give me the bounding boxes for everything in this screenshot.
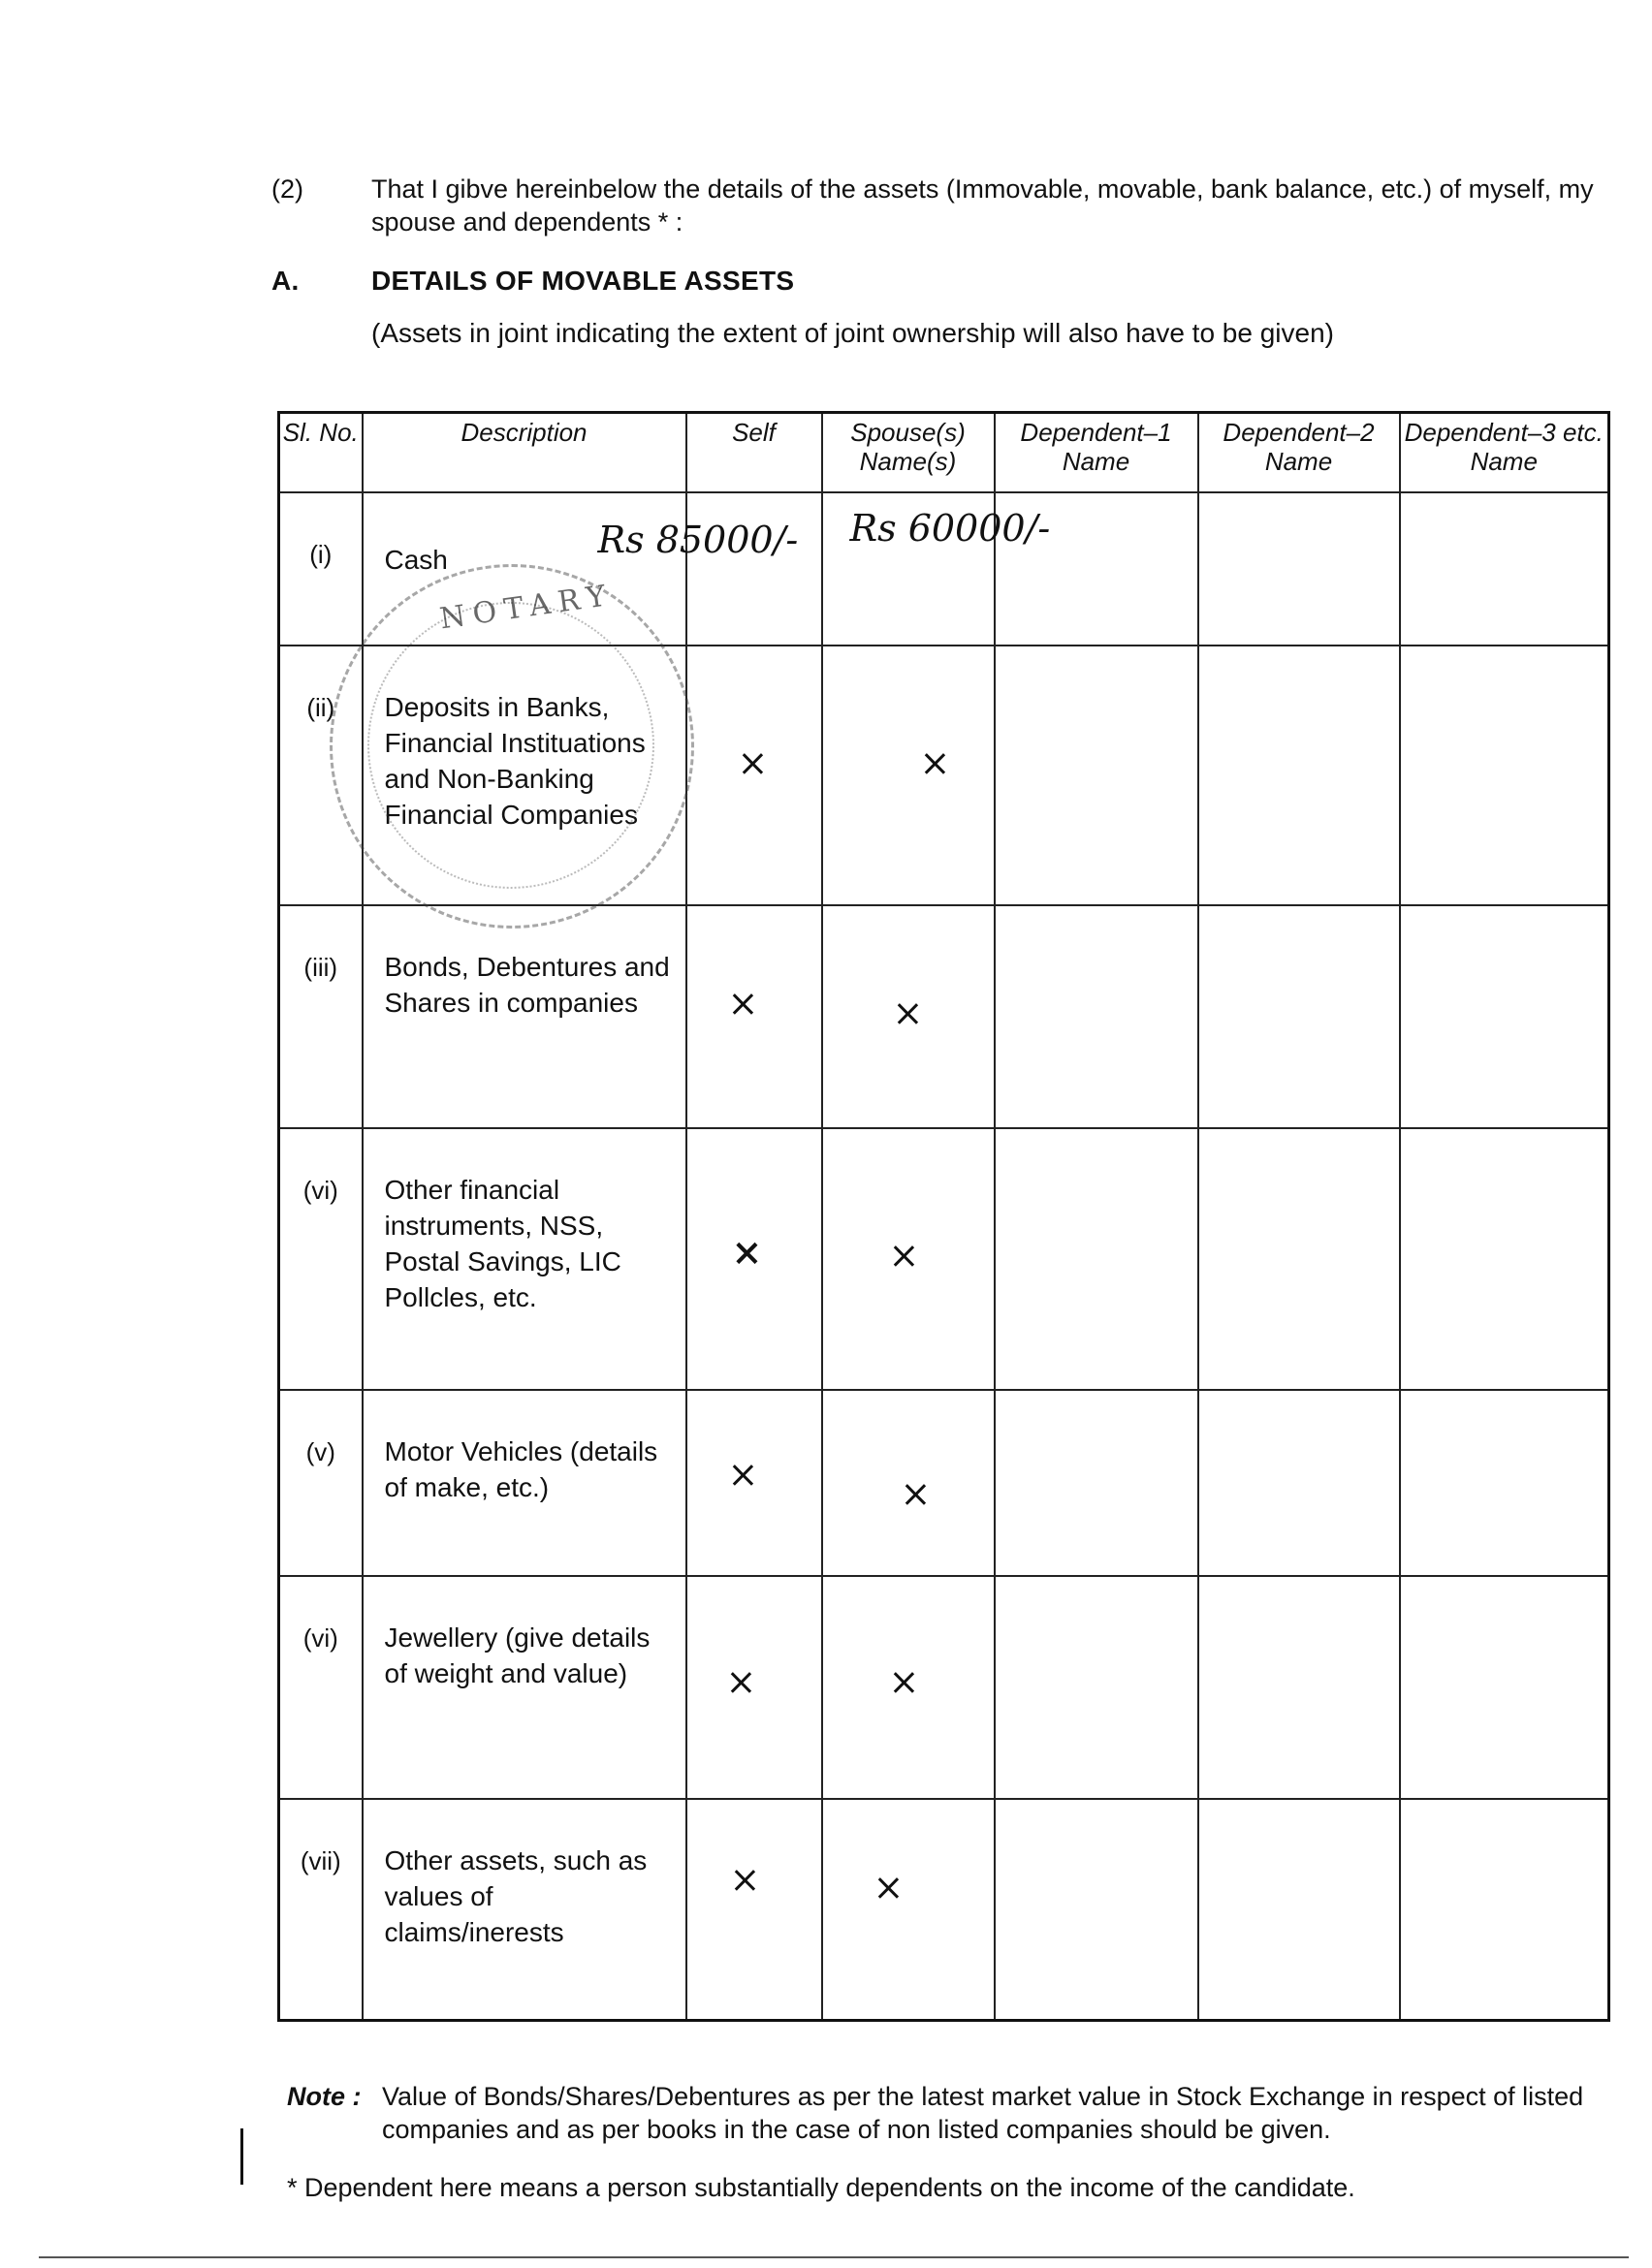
row-dependent-1	[995, 646, 1198, 905]
cross-mark: ×	[919, 741, 951, 784]
row-self-value	[686, 1390, 822, 1576]
row-sl-no: (iii)	[279, 905, 363, 1128]
header-description: Description	[363, 413, 686, 493]
row-spouse-value	[822, 1128, 995, 1390]
row-self-value	[686, 646, 822, 905]
row-self-value	[597, 492, 822, 646]
table-row	[279, 492, 1609, 646]
row-sl-no: (vii)	[279, 1799, 363, 2020]
row-description: Deposits in Banks, Financial Instituations and Non-Banking Financial Companies	[363, 646, 686, 905]
row-description: Other financial instruments, NSS, Postal Savings, LIC Pollcles, etc.	[363, 1128, 686, 1390]
cross-mark: ×	[900, 1472, 932, 1515]
row-spouse-value	[822, 646, 995, 905]
cash-self-handwriting: Rs 85000/-	[597, 519, 799, 561]
row-spouse-value	[822, 1576, 995, 1799]
table-header-row	[279, 413, 1609, 493]
row-spouse-value	[822, 1799, 995, 2020]
row-description: Motor Vehicles (details of make, etc.)	[363, 1390, 686, 1576]
header-dependent-2: Dependent–2 Name	[1198, 413, 1400, 493]
movable-assets-table	[277, 411, 1610, 2022]
row-dependent-3	[1400, 1128, 1609, 1390]
intro-number: (2)	[271, 174, 303, 204]
row-description: Bonds, Debentures and Shares in companies	[363, 905, 686, 1128]
row-spouse-value	[822, 905, 995, 1128]
table-row	[279, 1390, 1609, 1576]
section-letter: A.	[271, 266, 300, 296]
row-self-value	[686, 1799, 822, 2020]
row-self-value	[686, 1576, 822, 1799]
row-description: Jewellery (give details of weight and value)	[363, 1576, 686, 1799]
cross-mark: ×	[731, 1230, 763, 1274]
margin-mark	[240, 2128, 243, 2185]
header-spouse: Spouse(s) Name(s)	[822, 413, 995, 493]
row-dependent-3	[1400, 1576, 1609, 1799]
row-dependent-2	[1198, 1390, 1400, 1576]
cross-mark: ×	[873, 1866, 905, 1908]
row-dependent-3	[1400, 1390, 1609, 1576]
row-dependent-2	[1198, 905, 1400, 1128]
row-dependent-1	[995, 1128, 1198, 1390]
section-subtitle: (Assets in joint indicating the extent of joint ownership will also have to be given)	[371, 318, 1334, 348]
cross-mark: ×	[727, 1453, 759, 1496]
cross-mark: ×	[725, 1660, 757, 1703]
row-spouse-value	[822, 492, 1051, 646]
row-description: Other assets, such as values of claims/inerests	[363, 1799, 686, 2020]
page-bottom-edge	[39, 2256, 1629, 2258]
row-dependent-2	[1198, 1799, 1400, 2020]
header-self: Self	[686, 413, 822, 493]
row-dependent-2	[1198, 1128, 1400, 1390]
row-dependent-1	[995, 1390, 1198, 1576]
row-dependent-2	[1198, 492, 1400, 646]
note-text: Value of Bonds/Shares/Debentures as per the latest market value in Stock Exchange in respect of listed companies and as per books in the case of non listed companies should be given.	[382, 2082, 1584, 2144]
row-sl-no: (ii)	[279, 646, 363, 905]
row-sl-no: (i)	[279, 492, 363, 646]
row-dependent-1	[995, 1576, 1198, 1799]
table-row	[279, 1128, 1609, 1390]
row-description: Cash	[363, 492, 686, 646]
notary-stamp-text: NOTARY	[437, 578, 616, 637]
cross-mark: ×	[888, 1660, 920, 1703]
row-dependent-1	[995, 905, 1198, 1128]
row-self-value	[686, 905, 822, 1128]
table-row	[279, 905, 1609, 1128]
header-dependent-1: Dependent–1 Name	[995, 413, 1198, 493]
table-row	[279, 1799, 1609, 2020]
row-dependent-3	[1400, 646, 1609, 905]
cross-mark: ×	[737, 741, 769, 784]
row-sl-no: (vi)	[279, 1128, 363, 1390]
row-spouse-value	[822, 1390, 995, 1576]
cross-mark: ×	[892, 992, 924, 1034]
row-dependent-1	[995, 1799, 1198, 2020]
row-dependent-2	[1198, 646, 1400, 905]
cross-mark: ×	[888, 1234, 920, 1276]
row-dependent-3	[1400, 492, 1609, 646]
cross-mark: ×	[729, 1858, 761, 1901]
cash-spouse-handwriting: Rs 60000/-	[849, 507, 1051, 550]
footnote: * Dependent here means a person substantially dependents on the income of the candidate.	[287, 2173, 1355, 2202]
row-dependent-3	[1400, 905, 1609, 1128]
cross-mark: ×	[727, 982, 759, 1024]
intro-text: That I gibve hereinbelow the details of the assets (Immovable, movable, bank balance, etc.) of myself, my spouse and dependents * :	[371, 174, 1594, 236]
header-sl-no: Sl. No.	[279, 413, 363, 493]
row-sl-no: (vi)	[279, 1576, 363, 1799]
section-title: DETAILS OF MOVABLE ASSETS	[371, 266, 795, 296]
row-dependent-3	[1400, 1799, 1609, 2020]
table-row	[279, 1576, 1609, 1799]
row-dependent-2	[1198, 1576, 1400, 1799]
table-row	[279, 646, 1609, 905]
row-sl-no: (v)	[279, 1390, 363, 1576]
row-self-value	[686, 1128, 822, 1390]
note-label: Note :	[287, 2082, 362, 2111]
header-dependent-3: Dependent–3 etc. Name	[1400, 413, 1609, 493]
